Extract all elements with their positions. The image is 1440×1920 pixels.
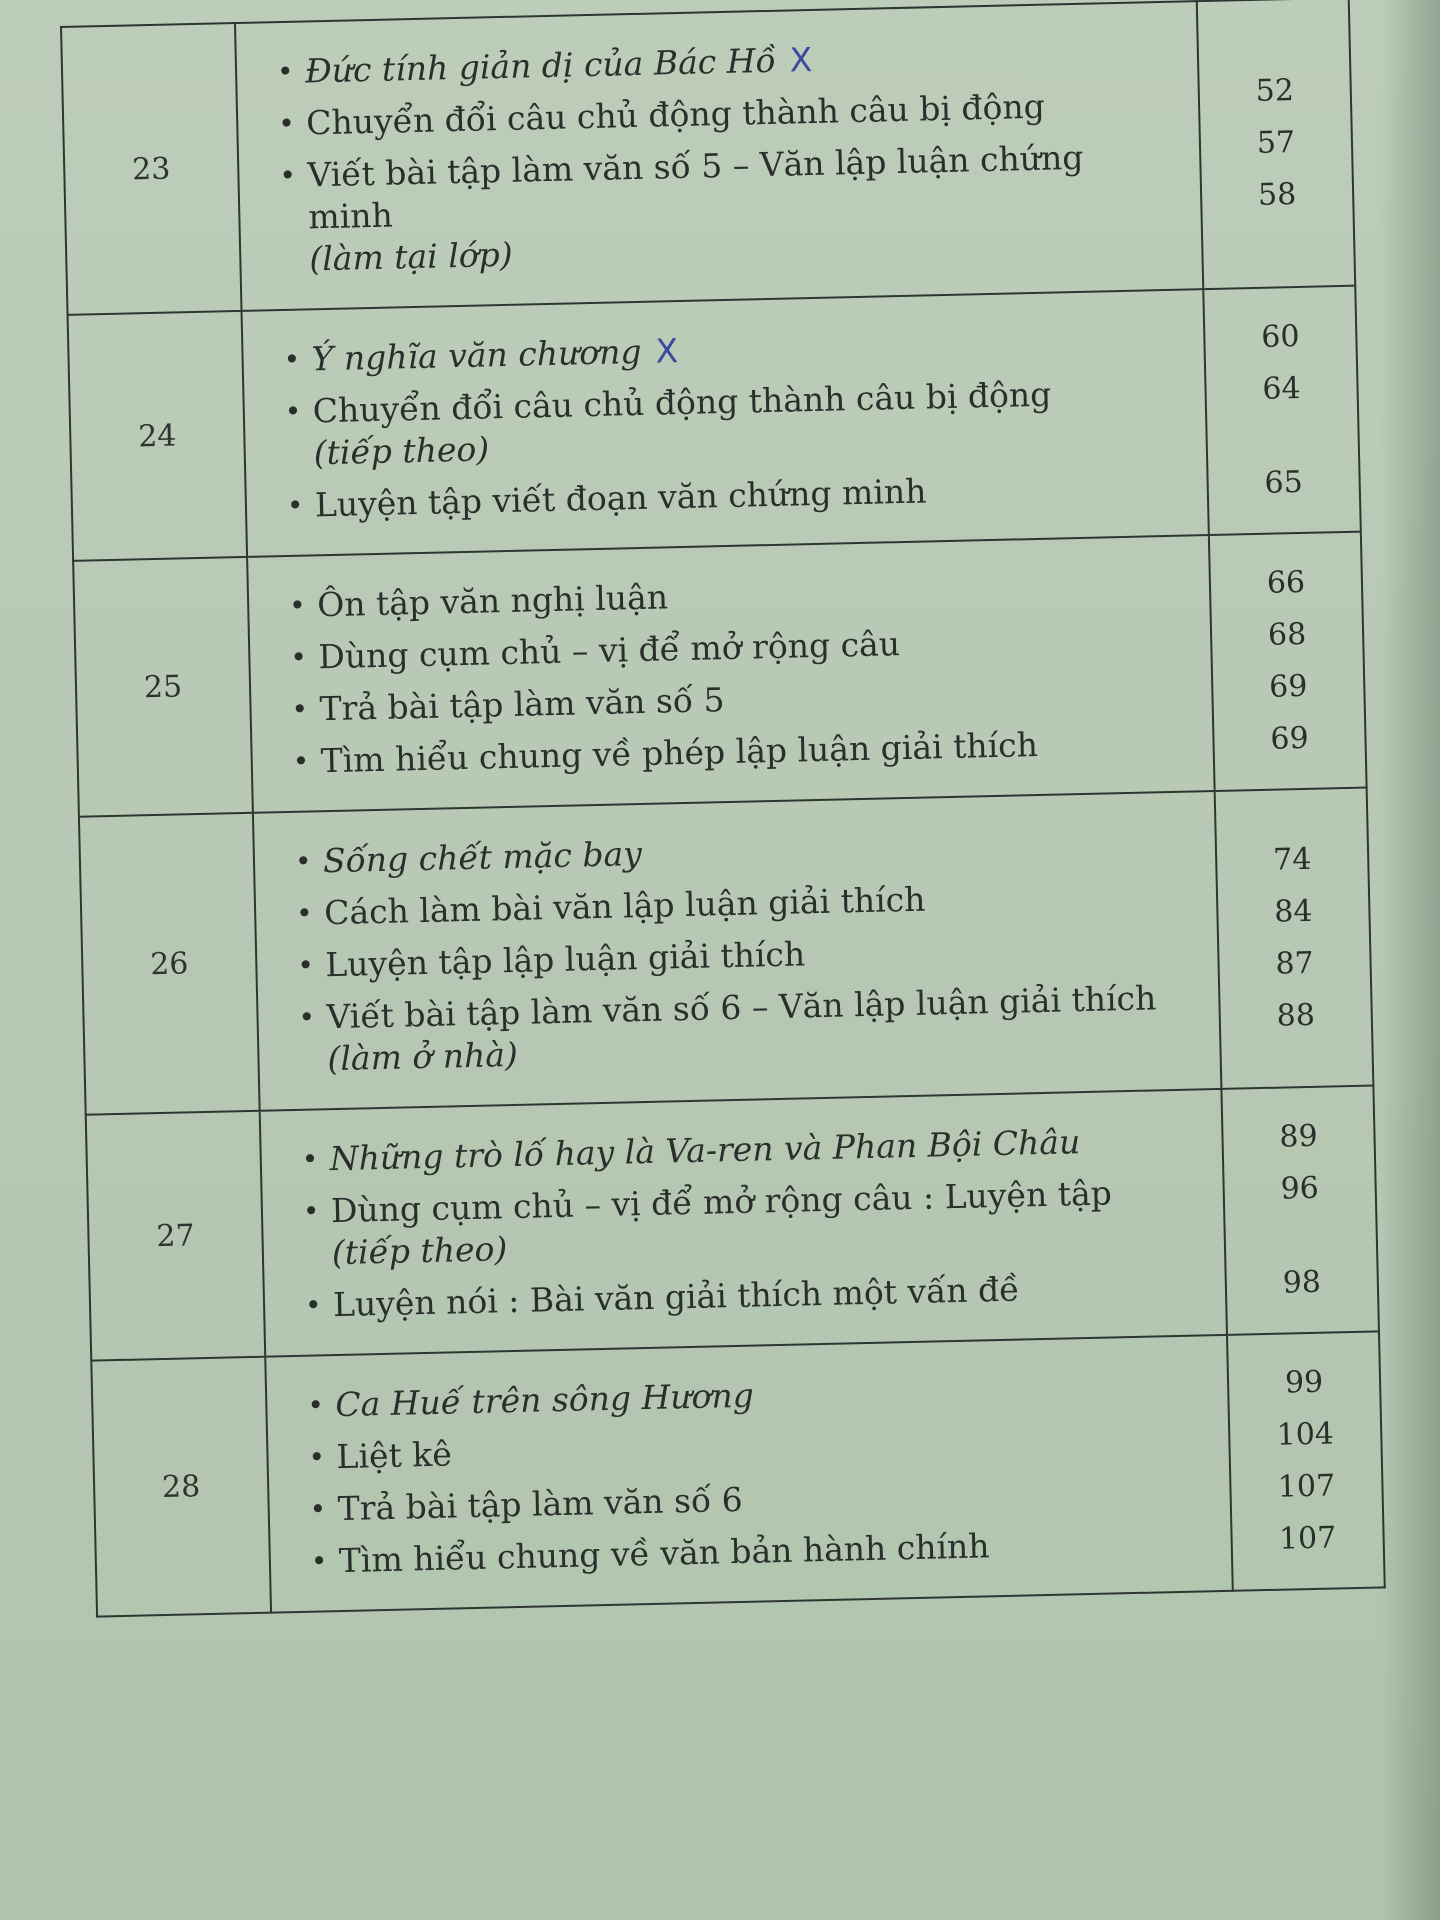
week-number: 25 bbox=[73, 557, 253, 817]
lesson-title: Ôn tập văn nghị luận bbox=[316, 577, 669, 625]
lesson-item bbox=[277, 31, 1174, 93]
lesson-item bbox=[295, 821, 1192, 883]
page-number: 107 bbox=[1278, 1520, 1337, 1557]
lesson-item bbox=[291, 669, 1188, 731]
page-number: 69 bbox=[1270, 720, 1309, 757]
page-number: 104 bbox=[1276, 1416, 1335, 1453]
lesson-list bbox=[235, 1, 1203, 311]
toc-row bbox=[68, 286, 1361, 561]
lesson-list bbox=[260, 1089, 1227, 1357]
page-number: 98 bbox=[1282, 1264, 1322, 1301]
lesson-item bbox=[296, 873, 1193, 935]
page-numbers bbox=[1221, 1085, 1379, 1334]
lesson-list bbox=[242, 289, 1209, 557]
lesson-title: Những trò lố hay là Va-ren và Phan Bội Châu bbox=[329, 1122, 1081, 1179]
lesson-title: Trả bài tập làm văn số 6 bbox=[337, 1479, 744, 1529]
lesson-item bbox=[310, 1520, 1207, 1582]
page-numbers bbox=[1215, 788, 1374, 1089]
page-number: 66 bbox=[1266, 564, 1306, 601]
page-number: 84 bbox=[1273, 893, 1313, 930]
lesson-title: Sống chết mặc bay bbox=[322, 834, 643, 881]
page-edge-shadow bbox=[1380, 0, 1440, 1920]
lesson-title: Viết bài tập làm văn số 5 – Văn lập luận chứng minh bbox=[307, 137, 1084, 237]
toc-row bbox=[61, 0, 1355, 315]
lesson-title: Dùng cụm chủ – vị để mở rộng câu : Luyện tập bbox=[330, 1173, 1113, 1231]
page-number: 65 bbox=[1264, 464, 1304, 501]
page-number: 74 bbox=[1272, 841, 1312, 878]
lesson-item bbox=[284, 371, 1182, 475]
handwritten-x-mark: X bbox=[655, 331, 679, 371]
page-numbers bbox=[1227, 1331, 1385, 1590]
lesson-subtitle: (làm ở nhà) bbox=[327, 1034, 519, 1079]
page-number: 52 bbox=[1255, 73, 1295, 109]
lesson-item bbox=[292, 721, 1189, 783]
page-numbers bbox=[1203, 286, 1361, 535]
toc-row bbox=[86, 1085, 1379, 1360]
lesson-item bbox=[290, 617, 1187, 679]
page-number: 60 bbox=[1260, 318, 1300, 355]
lesson-list bbox=[265, 1335, 1233, 1613]
toc-row bbox=[73, 532, 1366, 817]
lesson-title: Ý nghĩa văn chương bbox=[311, 331, 642, 379]
lesson-item bbox=[297, 925, 1194, 987]
lesson-title: Luyện nói : Bài văn giải thích một vấn đề bbox=[332, 1269, 1020, 1325]
lesson-title: Chuyển đổi câu chủ động thành câu bị động bbox=[305, 86, 1046, 143]
page-number: 96 bbox=[1280, 1170, 1320, 1207]
lesson-title: Dùng cụm chủ – vị để mở rộng câu bbox=[317, 624, 901, 677]
page-number: 87 bbox=[1275, 945, 1315, 982]
page-number: 69 bbox=[1268, 668, 1308, 705]
page-number: 68 bbox=[1267, 616, 1307, 653]
lesson-subtitle: (làm tại lớp) bbox=[308, 234, 514, 279]
page-number: 58 bbox=[1257, 177, 1297, 213]
lesson-item bbox=[283, 319, 1180, 381]
lesson-title: Tìm hiểu chung về phép lập luận giải thích bbox=[320, 725, 1039, 781]
lesson-item bbox=[308, 1416, 1205, 1478]
lesson-title: Viết bài tập làm văn số 6 – Văn lập luận giải thích bbox=[326, 978, 1157, 1037]
lesson-title: Luyện tập lập luận giải thích bbox=[324, 934, 806, 985]
lesson-item bbox=[286, 465, 1183, 527]
lesson-item bbox=[302, 1170, 1200, 1274]
lesson-title: Ca Huế trên sông Hương bbox=[334, 1375, 755, 1425]
page-number: 57 bbox=[1256, 125, 1296, 161]
lesson-item bbox=[307, 1364, 1204, 1426]
lesson-item bbox=[279, 135, 1178, 281]
page-number: 88 bbox=[1276, 997, 1316, 1034]
lesson-title: Luyện tập viết đoạn văn chứng minh bbox=[314, 471, 927, 525]
week-number: 23 bbox=[61, 23, 241, 315]
lesson-subtitle: (tiếp theo) bbox=[313, 429, 490, 473]
page-number: 89 bbox=[1279, 1118, 1319, 1155]
lesson-item bbox=[298, 977, 1196, 1081]
page-numbers bbox=[1209, 532, 1367, 791]
lesson-item bbox=[309, 1468, 1206, 1530]
toc-row bbox=[91, 1331, 1384, 1616]
week-number: 27 bbox=[86, 1111, 266, 1361]
page-number: 64 bbox=[1262, 370, 1302, 407]
handwritten-x-mark: X bbox=[789, 39, 813, 80]
lesson-title: Cách làm bài văn lập luận giải thích bbox=[323, 879, 926, 933]
toc-row bbox=[79, 788, 1373, 1115]
lesson-item bbox=[278, 83, 1175, 145]
page-number: 107 bbox=[1277, 1468, 1336, 1505]
page-number: 99 bbox=[1284, 1364, 1324, 1401]
week-number: 26 bbox=[79, 813, 260, 1115]
page-numbers bbox=[1197, 0, 1355, 289]
lesson-title: Chuyển đổi câu chủ động thành câu bị động bbox=[312, 374, 1052, 431]
lesson-subtitle: (tiếp theo) bbox=[331, 1229, 508, 1273]
lesson-item bbox=[301, 1118, 1198, 1180]
lesson-list bbox=[253, 791, 1222, 1111]
lesson-list bbox=[247, 535, 1215, 813]
lesson-title: Trả bài tập làm văn số 5 bbox=[319, 680, 725, 729]
lesson-title: Liệt kê bbox=[336, 1434, 453, 1477]
table-of-contents bbox=[60, 0, 1386, 1618]
lesson-item bbox=[305, 1264, 1202, 1326]
lesson-item bbox=[289, 565, 1186, 627]
lesson-title: Tìm hiểu chung về văn bản hành chính bbox=[338, 1526, 990, 1581]
week-number: 28 bbox=[91, 1357, 271, 1617]
lesson-title: Đức tính giản dị của Bác Hồ bbox=[304, 40, 777, 91]
week-number: 24 bbox=[68, 311, 248, 561]
